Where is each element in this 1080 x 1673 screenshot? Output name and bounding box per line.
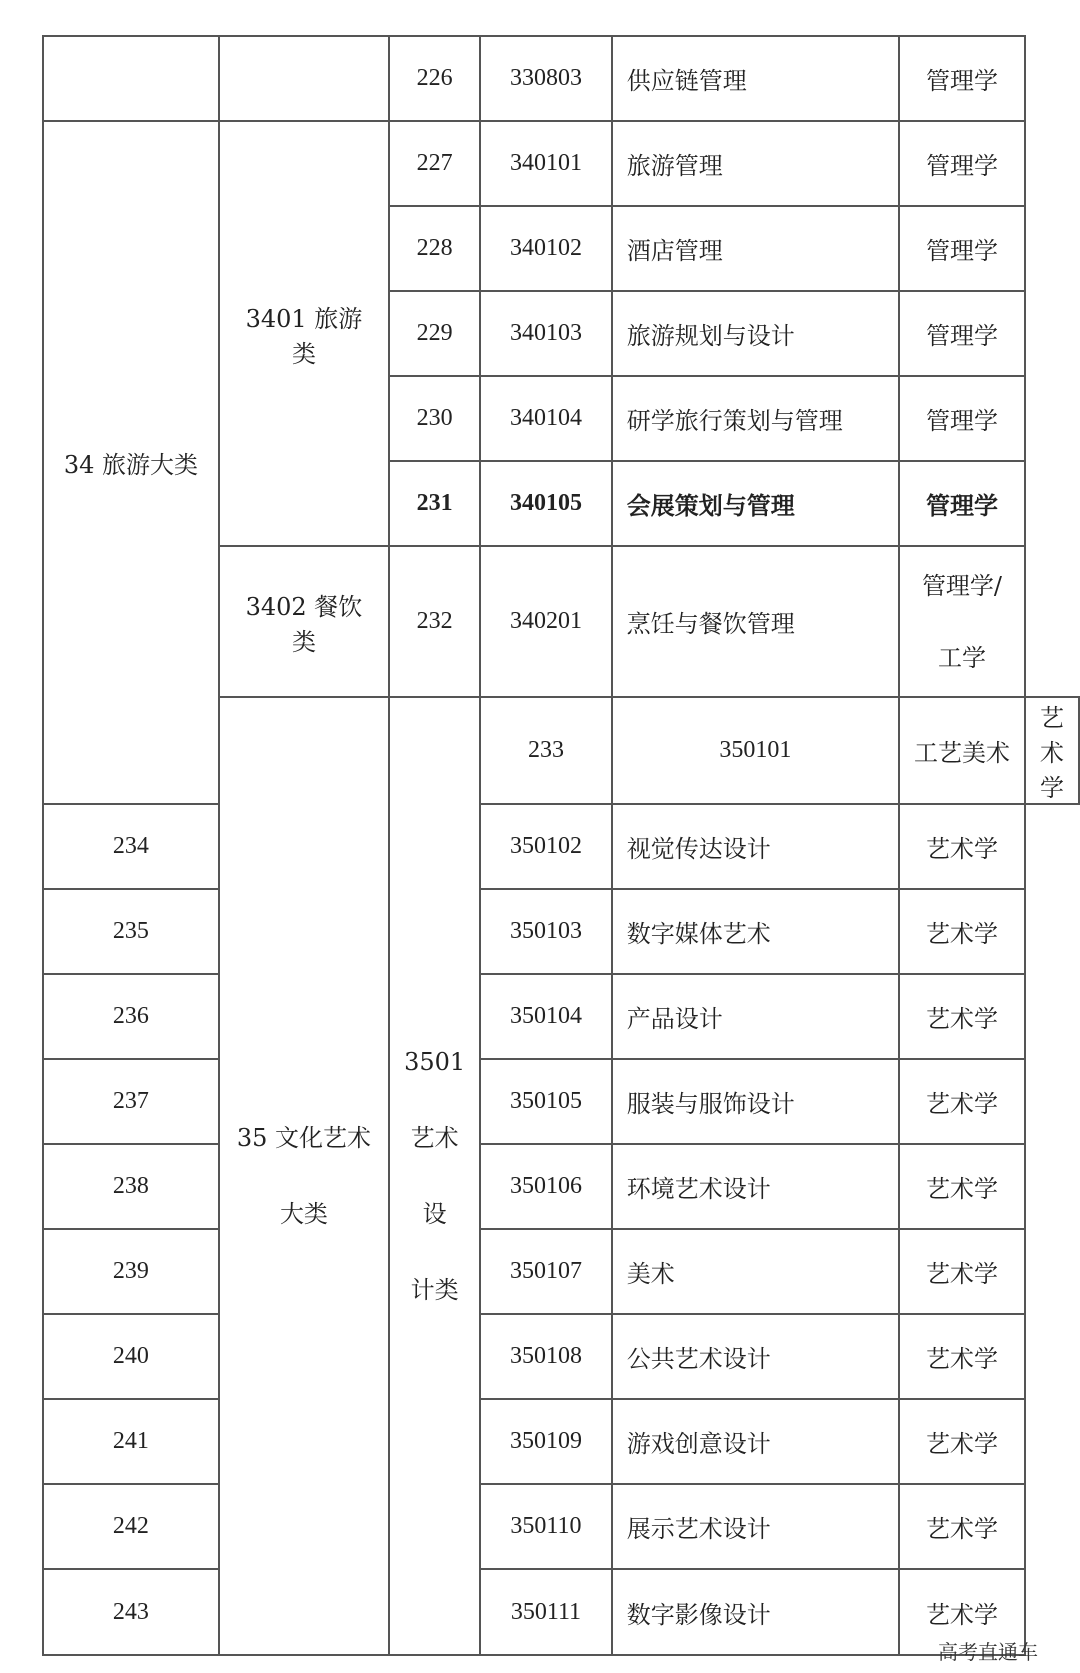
table-row: [43, 1314, 1079, 1399]
code-cell: 350108: [480, 1314, 612, 1399]
discipline-cell: 管理学: [899, 121, 1025, 206]
table-row: [43, 1144, 1079, 1229]
seq-cell: 233: [480, 697, 612, 804]
discipline-cell: 艺术学: [899, 804, 1025, 889]
code-cell: 350103: [480, 889, 612, 974]
table-row: [43, 1399, 1079, 1484]
discipline-line-2: 工学: [937, 643, 986, 672]
seq-cell: 234: [43, 804, 219, 889]
code-cell: 340104: [480, 376, 612, 461]
major-name-cell: 美术: [612, 1229, 899, 1314]
major-name-cell: 产品设计: [612, 974, 899, 1059]
discipline-cell: 管理学: [899, 36, 1025, 121]
code-cell: 340102: [480, 206, 612, 291]
code-cell: 350111: [480, 1569, 612, 1655]
code-cell: 350104: [480, 974, 612, 1059]
major-category-35-line-2: 大类: [279, 1200, 328, 1228]
discipline-cell: 艺术学: [899, 1229, 1025, 1314]
major-name-cell: 公共艺术设计: [612, 1314, 899, 1399]
seq-cell: 238: [43, 1144, 219, 1229]
code-cell: 350101: [612, 697, 899, 804]
seq-cell: 243: [43, 1569, 219, 1655]
code-cell: 340105: [480, 461, 612, 546]
seq-cell: 226: [389, 36, 480, 121]
table-row: [43, 974, 1079, 1059]
discipline-line-1: 管理学/: [921, 571, 1003, 600]
seq-cell: 231: [389, 461, 480, 546]
code-cell: 340101: [480, 121, 612, 206]
sub-category-3401: 3401 旅游类: [219, 121, 389, 546]
code-cell: 350110: [480, 1484, 612, 1569]
seq-cell: 235: [43, 889, 219, 974]
code-cell: 350109: [480, 1399, 612, 1484]
major-name-cell: 会展策划与管理: [612, 461, 899, 546]
seq-cell: 229: [389, 291, 480, 376]
code-cell: 350106: [480, 1144, 612, 1229]
sub-category-3501-line-1: 3501 艺术设: [404, 1048, 466, 1228]
major-name-cell: 烹饪与餐饮管理: [612, 546, 899, 697]
seq-cell: 242: [43, 1484, 219, 1569]
discipline-cell: 艺术学: [899, 1314, 1025, 1399]
major-name-cell: 服装与服饰设计: [612, 1059, 899, 1144]
major-name-cell: 数字媒体艺术: [612, 889, 899, 974]
major-name-cell: 环境艺术设计: [612, 1144, 899, 1229]
major-name-cell: 视觉传达设计: [612, 804, 899, 889]
major-name-cell: 研学旅行策划与管理: [612, 376, 899, 461]
seq-cell: 230: [389, 376, 480, 461]
major-name-cell: 旅游规划与设计: [612, 291, 899, 376]
discipline-cell: [899, 546, 1025, 697]
majors-table: [42, 35, 1080, 1656]
watermark-text: 高考直通车: [938, 1640, 1038, 1664]
major-name-cell: 酒店管理: [612, 206, 899, 291]
code-cell: 340201: [480, 546, 612, 697]
discipline-cell: 艺术学: [899, 1569, 1025, 1655]
table-row: [43, 804, 1079, 889]
discipline-cell: 管理学: [899, 376, 1025, 461]
table-row: [43, 889, 1079, 974]
table-row: [43, 36, 1079, 121]
major-name-cell: 展示艺术设计: [612, 1484, 899, 1569]
table-row: [43, 1229, 1079, 1314]
seq-cell: 236: [43, 974, 219, 1059]
discipline-cell: 艺术学: [899, 1144, 1025, 1229]
sub-category-cell-empty: [219, 36, 389, 121]
seq-cell: 239: [43, 1229, 219, 1314]
major-name-cell: 旅游管理: [612, 121, 899, 206]
table-row: [43, 1569, 1079, 1655]
table-row: [43, 1059, 1079, 1144]
major-name-cell: 游戏创意设计: [612, 1399, 899, 1484]
code-cell: 340103: [480, 291, 612, 376]
table-row: [43, 1484, 1079, 1569]
discipline-cell: 艺术学: [899, 1059, 1025, 1144]
seq-cell: 240: [43, 1314, 219, 1399]
discipline-cell: 艺术学: [899, 974, 1025, 1059]
seq-cell: 241: [43, 1399, 219, 1484]
sub-category-3501: [389, 697, 480, 1655]
discipline-cell: 管理学: [899, 206, 1025, 291]
code-cell: 350107: [480, 1229, 612, 1314]
major-name-cell: 工艺美术: [899, 697, 1025, 804]
discipline-cell: 艺术学: [1025, 697, 1079, 804]
major-category-34: 34 旅游大类: [43, 121, 219, 804]
discipline-cell: 管理学: [899, 461, 1025, 546]
discipline-cell: 艺术学: [899, 889, 1025, 974]
seq-cell: 227: [389, 121, 480, 206]
major-name-cell: 供应链管理: [612, 36, 899, 121]
table-row: [43, 121, 1079, 206]
sub-category-3402: 3402 餐饮类: [219, 546, 389, 697]
code-cell: 330803: [480, 36, 612, 121]
discipline-cell: 艺术学: [899, 1484, 1025, 1569]
seq-cell: 237: [43, 1059, 219, 1144]
discipline-cell: 艺术学: [899, 1399, 1025, 1484]
seq-cell: 228: [389, 206, 480, 291]
code-cell: 350105: [480, 1059, 612, 1144]
major-category-35-line-1: 35 文化艺术: [236, 1124, 372, 1152]
sub-category-3501-line-2: 计类: [410, 1276, 459, 1304]
code-cell: 350102: [480, 804, 612, 889]
discipline-cell: 管理学: [899, 291, 1025, 376]
major-name-cell: 数字影像设计: [612, 1569, 899, 1655]
seq-cell: 232: [389, 546, 480, 697]
major-category-cell-empty: [43, 36, 219, 121]
major-category-35: [219, 697, 389, 1655]
